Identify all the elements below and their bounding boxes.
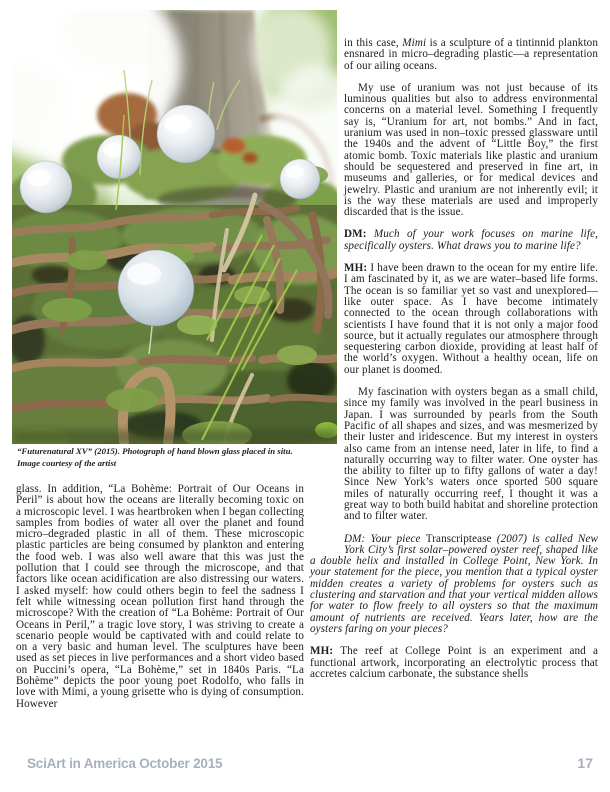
glass-orb-large-center [157,105,215,163]
paragraph: in this case, Mimi is a sculpture of a tintinnid plankton ensnared in micro–degrading plastic—a representation of our ailing oceans. [344,37,598,72]
paragraph: MH: The reef at College Point is an experiment and a functional artwork, incorporating an electrolytic process that accretes calcium carbonate, the substance shells [310,645,598,680]
footer-page-number: 17 [577,755,593,771]
footer-magazine-title: SciArt in America October 2015 [27,756,223,771]
paragraph: DM: Your piece Transcriptease (2007) is called New York City’s first solar–powered oyster reef, shaped like a double helix and installed in College Point, New York. In your statement for the piece, you mention that a typical oyster midden creates a variety of problems for oysters such as clustering and starvation and that your vertical midden allows for water to flow freely to all oysters so that the maximum amount of nutrients are received. Years later, how are the oysters faring on your pieces? [310,532,598,635]
photo-wrap-spacer [310,38,344,545]
photo-caption [17,446,335,469]
paragraph: My use of uranium was not just because of its luminous qualities but also to address environmental concerns on a material level. Something I frequently say is, “Uranium for art, not bombs.” And in fact, uranium was used in non–toxic pressed glassware until the 1940s and the advent of “Little Boy,” the first atomic bomb. Toxic materials like plastic and uranium should be sequestered and preserved in fine art, in museums and galleries, or for medical devices and jewelry. Plastic and uranium are not inherently evil; it is the way these materials are used and improperly discarded that is the issue. [344,81,598,219]
left-column [16,484,304,710]
right-column [310,38,598,680]
photo-caption-line1: “Futurenatural XV” (2015). Photograph of hand blown glass placed in situ. [17,446,293,456]
glass-orb-left [20,161,72,213]
glass-orbs-photo-illustration [12,10,337,444]
paragraph: DM: Much of your work focuses on marine life, specifically oysters. What draws you to marine life? [344,228,599,252]
glass-orb-center-left [97,135,141,179]
photo-caption-line2: Image courtesy of the artist [17,457,117,468]
paragraph: glass. In addition, “La Bohème: Portrait of Our Oceans in Peril” is about how the oceans are literally becoming toxic on a microscopic level. I was heartbroken when I began collecting samples from bodies of water all over the planet and found micro–degraded plastic in all of them. These microscopic plastic particles are being consumed by plankton and entering the food web. I was also well aware that this was just the pollution that I could see through the microscope, and that factors like ocean acidification are also distressing our waters. I asked myself: how could others begin to feel the sadness I felt while witnessing ocean pollution first hand through the microscope? With the creation of “La Bohème: Portrait of Our Oceans in Peril,” a tragic love story, I was striving to create a scenario people would be captivated with and could relate to on a very basic and human level. The sculptures have been used as set pieces in live performances and a short video based on Puccini’s opera, “La Bohème,” set in 1840s Paris. “La Bohème” depicts the poor young poet Rodolfo, who falls in love with Mimi, a young grisette who is dying of consumption. However [16,483,304,710]
paragraph: MH: I have been drawn to the ocean for my entire life. I am fascinated by it, as we are water–based life forms. The ocean is so familiar yet so vast and unexplored—like outer space. As I have become intimately connected to the ocean through collaborations with scientists I have found that it is not only a major food source, but it actually regulates our atmosphere through sequestering carbon dioxide, providing at least half of the world’s oxygen. Without a healthy ocean, life on our planet is doomed. [344,262,598,376]
paragraph: My fascination with oysters began as a small child, since my family was involved in the pearl business in Japan. I was surrounded by pearls from the South Pacific of all shapes and sizes, and was mesmerized by their luster and iridescence. But my interest in oysters also came from an intense need, later in life, to find a naturally occurring way to filter water. One oyster has the ability to filter up to fifty gallons of water a day! Since New York’s waters once sported 500 square miles of naturally occurring reef, I thought it was a great way to both build habitat and shoreline protection and to filter water. [344,386,598,523]
article-photo [12,10,337,444]
